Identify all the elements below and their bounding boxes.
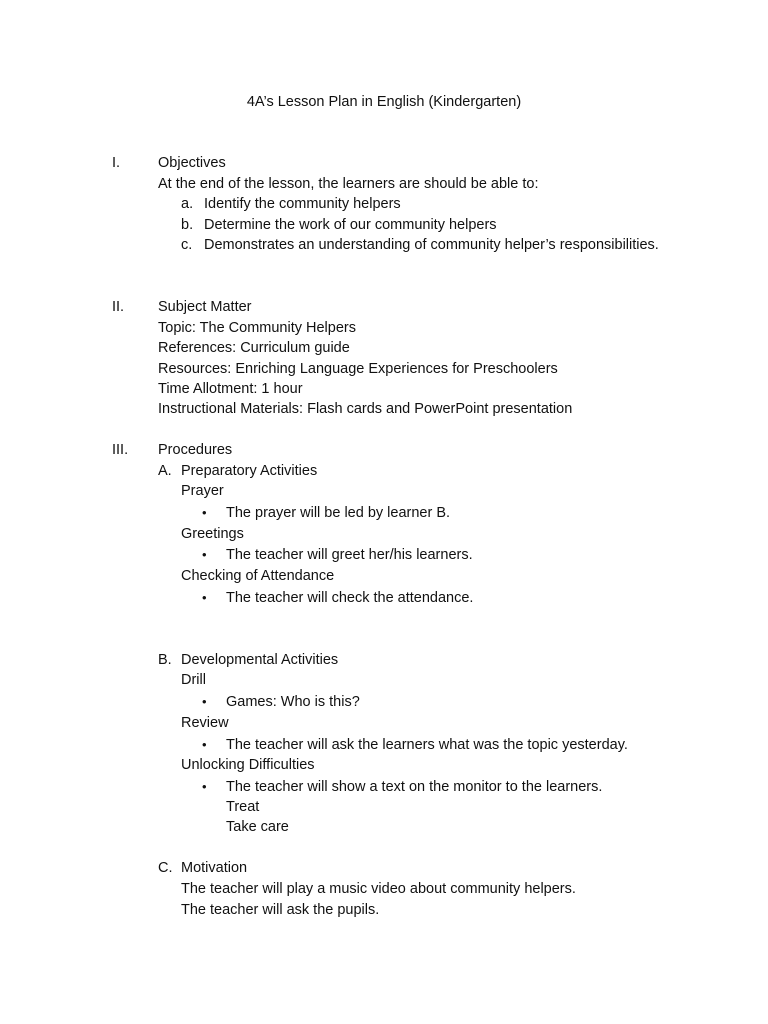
- activity-bullet-text: The teacher will show a text on the monitor to the learners.: [226, 779, 603, 795]
- motivation-line: The teacher will play a music video about community helpers.: [181, 881, 576, 897]
- subject-matter-time-allotment: Time Allotment: 1 hour: [158, 381, 303, 397]
- bullet-icon: •: [202, 779, 207, 794]
- subsection-marker: A.: [158, 463, 172, 479]
- activity-label-unlocking: Unlocking Difficulties: [181, 757, 315, 773]
- subject-matter-materials: Instructional Materials: Flash cards and PowerPoint presentation: [158, 401, 573, 417]
- activity-bullet-text: The teacher will check the attendance.: [226, 590, 474, 606]
- section-numeral-subject-matter: II.: [112, 299, 125, 315]
- document-title: 4A’s Lesson Plan in English (Kindergarten): [246, 94, 522, 110]
- activity-label-drill: Drill: [181, 672, 206, 688]
- activity-bullet-text: Games: Who is this?: [226, 694, 360, 710]
- activity-label-attendance: Checking of Attendance: [181, 568, 335, 584]
- subject-matter-references: References: Curriculum guide: [158, 340, 350, 356]
- bullet-icon: •: [202, 590, 207, 605]
- subject-matter-resources: Resources: Enriching Language Experiences for Preschoolers: [158, 361, 558, 377]
- objective-marker: a.: [181, 196, 194, 212]
- activity-label-prayer: Prayer: [181, 483, 224, 499]
- objective-item: Determine the work of our community helpers: [204, 217, 497, 233]
- section-heading-objectives: Objectives: [158, 155, 226, 171]
- subsection-heading-developmental: Developmental Activities: [181, 652, 339, 668]
- activity-bullet-text: The teacher will ask the learners what was the topic yesterday.: [226, 737, 628, 753]
- bullet-icon: •: [202, 737, 207, 752]
- motivation-line: The teacher will ask the pupils.: [181, 902, 380, 918]
- bullet-icon: •: [202, 694, 207, 709]
- activity-label-greetings: Greetings: [181, 526, 244, 542]
- activity-bullet-text: The prayer will be led by learner B.: [226, 505, 451, 521]
- subject-matter-topic: Topic: The Community Helpers: [158, 320, 356, 336]
- subsection-heading-preparatory: Preparatory Activities: [181, 463, 318, 479]
- section-heading-procedures: Procedures: [158, 442, 233, 458]
- section-numeral-procedures: III.: [112, 442, 129, 458]
- objectives-intro: At the end of the lesson, the learners are should be able to:: [158, 176, 539, 192]
- activity-bullet-text: The teacher will greet her/his learners.: [226, 547, 473, 563]
- bullet-icon: •: [202, 547, 207, 562]
- bullet-icon: •: [202, 505, 207, 520]
- activity-label-review: Review: [181, 715, 229, 731]
- objective-item: Demonstrates an understanding of community helper’s responsibilities.: [204, 237, 659, 253]
- subsection-heading-motivation: Motivation: [181, 860, 248, 876]
- vocabulary-word: Treat: [226, 799, 260, 815]
- subsection-marker: C.: [158, 860, 173, 876]
- section-heading-subject-matter: Subject Matter: [158, 299, 252, 315]
- objective-marker: b.: [181, 217, 194, 233]
- vocabulary-word: Take care: [226, 819, 289, 835]
- section-numeral-objectives: I.: [112, 155, 121, 171]
- objective-marker: c.: [181, 237, 193, 253]
- objective-item: Identify the community helpers: [204, 196, 401, 212]
- subsection-marker: B.: [158, 652, 172, 668]
